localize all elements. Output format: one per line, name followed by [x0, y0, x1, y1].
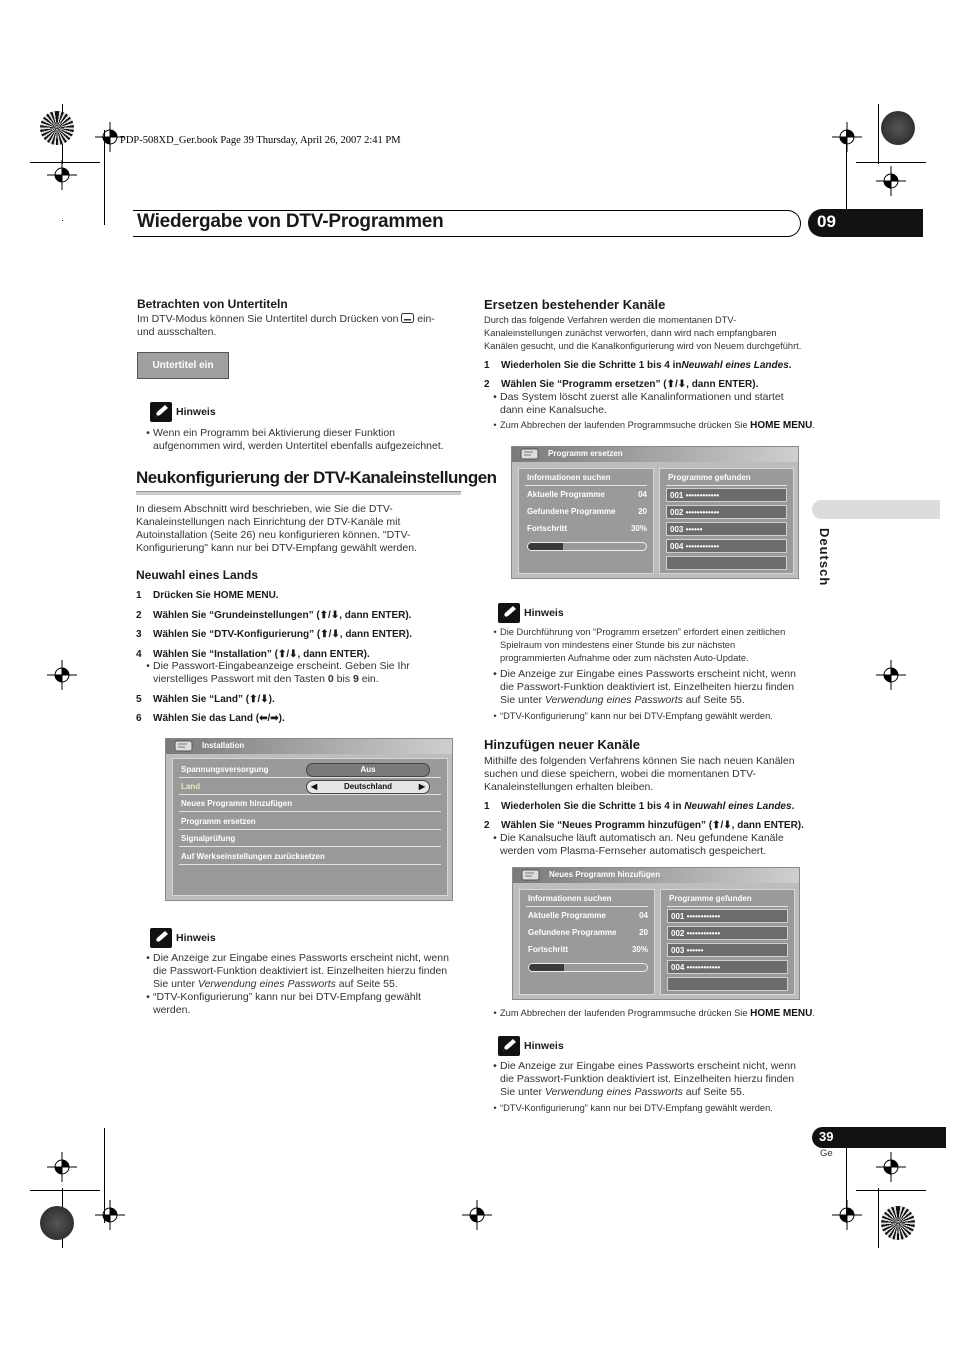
- programs-found-header: Programme gefunden: [667, 890, 788, 907]
- book-info-line: PDP-508XD_Ger.book Page 39 Thursday, April 26, 2007 2:41 PM: [120, 135, 401, 146]
- progress-bar: [528, 963, 648, 972]
- subtitle-on-display: Untertitel ein: [137, 352, 229, 379]
- section-rule: [136, 491, 461, 495]
- menu-item-signal-check[interactable]: Signalprüfung: [179, 830, 441, 847]
- subtitle-remote-icon: [401, 313, 414, 323]
- pencil-note-icon: [150, 928, 172, 948]
- progress-row: Fortschritt 30%: [527, 524, 647, 533]
- menu-item-add-program[interactable]: Neues Programm hinzufügen: [179, 795, 441, 812]
- found-program-item[interactable]: 001 ••••••••••••: [667, 909, 788, 923]
- add-cancel-note: • Zum Abbrechen der laufenden Programmsuche drücken Sie HOME MENU.: [493, 1008, 815, 1019]
- osd-header: [513, 868, 799, 883]
- note-3-bullets-2: • Die Anzeige zur Eingabe eines Passworts erscheint nicht, wenn die Passwort-Funktion deaktiviert ist. Einzelheiten hierzu finden Sie unter Verwendung eines Passworts auf Seite 55.: [493, 668, 796, 706]
- tv-icon: [521, 869, 543, 882]
- registration-mark-icon: [832, 1200, 862, 1230]
- registration-mark-icon: [876, 660, 906, 690]
- osd-replace-screen: [511, 446, 799, 579]
- replace-heading: Ersetzen bestehender Kanäle: [484, 297, 666, 312]
- color-target-icon: [40, 1206, 74, 1240]
- replace-intro: Durch das folgende Verfahren werden die momentanen DTV- Kanaleinstellungen zunächst verworfen, dann wird nach empfangbaren Kanälen gesucht, und die Kanalkonfigurierung wird von Neuem durchgeführt.: [484, 315, 802, 351]
- osd-title: Installation: [202, 741, 245, 750]
- pencil-note-icon: [498, 1036, 520, 1056]
- registration-mark-icon: [462, 1200, 492, 1230]
- found-program-item[interactable]: 003 ••••••: [667, 943, 788, 957]
- page-language-code: Ge: [820, 1148, 833, 1159]
- search-info-header: Informationen suchen: [526, 890, 648, 907]
- note-2: Hinweis: [150, 928, 216, 948]
- current-programs-row: Aktuelle Programme 04: [527, 490, 647, 499]
- replace-cancel-note: • Zum Abbrechen der laufenden Programmsuche drücken Sie HOME MENU.: [493, 420, 815, 431]
- pencil-note-icon: [498, 603, 520, 623]
- add-step-2-bullets: • Die Kanalsuche läuft automatisch an. Neu gefundene Kanäle werden vom Plasma-Fernseher automatisch gespeichert.: [493, 832, 784, 857]
- registration-mark-icon: [876, 166, 906, 196]
- subtitles-text: Im DTV-Modus können Sie Untertitel durch Drücken von ein- und ausschalten.: [137, 313, 435, 338]
- progress-bar: [527, 542, 647, 551]
- search-info-header: Informationen suchen: [525, 469, 647, 486]
- found-program-empty: [667, 977, 788, 991]
- note-4-bullet-2: • “DTV-Konfigurierung” kann nur bei DTV-Empfang gewählt werden.: [493, 1103, 773, 1113]
- step-4-bullet: • Die Passwort-Eingabeanzeige erscheint. Geben Sie Ihr vierstelliges Passwort mit den Tasten 0 bis 9 ein.: [146, 660, 410, 685]
- osd-header: [166, 739, 452, 754]
- add-step-2: 2 Wählen Sie “Neues Programm hinzufügen” (⬆/⬇, dann ENTER).: [484, 820, 804, 831]
- note-1: Hinweis: [150, 402, 216, 422]
- note-3-bullet-3: • “DTV-Konfigurierung” kann nur bei DTV-Empfang gewählt werden.: [493, 711, 773, 721]
- found-program-item[interactable]: 002 ••••••••••••: [667, 926, 788, 940]
- registration-mark-icon: [95, 1200, 125, 1230]
- osd-header: [512, 447, 798, 462]
- note-3-bullets: • Die Durchführung von “Programm ersetzen” erfordert einen zeitlichen Spielraum von mindestens einer Stunde bis zur nächsten programmierten Aufnahme oder zum nächsten Auto-Update.: [493, 627, 786, 663]
- osd-add-screen: [512, 867, 800, 1000]
- language-label: Deutsch: [817, 528, 832, 587]
- found-program-item[interactable]: 004 ••••••••••••: [667, 960, 788, 974]
- replace-step-1: 1 Wiederholen Sie die Schritte 1 bis 4 inNeuwahl eines Landes.: [484, 360, 792, 371]
- osd-title: Neues Programm hinzufügen: [549, 870, 661, 879]
- subtitles-heading: Betrachten von Untertiteln: [137, 297, 288, 311]
- current-programs-row: Aktuelle Programme 04: [528, 911, 648, 920]
- neuwahl-heading: Neuwahl eines Lands: [136, 568, 259, 582]
- found-program-item[interactable]: 001 ••••••••••••: [666, 488, 787, 502]
- add-heading: Hinzufügen neuer Kanäle: [484, 737, 641, 752]
- found-program-item[interactable]: 002 ••••••••••••: [666, 505, 787, 519]
- osd-installation-screen: [165, 738, 453, 901]
- color-target-icon: [881, 1206, 915, 1240]
- step-5: 5 Wählen Sie “Land” (⬆/⬇).: [136, 694, 275, 705]
- step-6: 6 Wählen Sie das Land (⬅/➡).: [136, 713, 285, 724]
- registration-mark-icon: [47, 660, 77, 690]
- found-programs-row: Gefundene Programme 20: [528, 928, 648, 937]
- right-arrow-icon: ▶: [418, 782, 425, 791]
- add-step-1: 1 Wiederholen Sie die Schritte 1 bis 4 in Neuwahl eines Landes.: [484, 801, 795, 812]
- chapter-number: 09: [808, 209, 923, 237]
- registration-mark-icon: [876, 1152, 906, 1182]
- reconfigure-intro: In diesem Abschnitt wird beschrieben, wie Sie die DTV- Kanaleinstellungen nach Einrichtung der DTV-Kanäle mit Autoinstallation (Seite 26) neu konfigurieren können. "DTV- Konfigurierung" kann nur bei DTV-Empfang gewählt werden.: [136, 503, 417, 554]
- note-3: Hinweis: [498, 603, 564, 623]
- replace-step-2-bullets: • Das System löscht zuerst alle Kanalinformationen und startet dann eine Kanalsuche.: [493, 391, 784, 416]
- registration-mark-icon: [47, 160, 77, 190]
- programs-found-panel: [659, 468, 794, 574]
- progress-row: Fortschritt 30%: [528, 945, 648, 954]
- menu-item-replace-program[interactable]: Programm ersetzen: [179, 813, 441, 830]
- search-info-panel: [518, 468, 654, 574]
- pencil-note-icon: [150, 402, 172, 422]
- tv-icon: [174, 740, 196, 753]
- registration-mark-icon: [832, 122, 862, 152]
- menu-item-factory-reset[interactable]: Auf Werkseinstellungen zurücksetzen: [179, 848, 441, 865]
- programs-found-panel: [660, 889, 795, 995]
- step-2: 2 Wählen Sie “Grundeinstellungen” (⬆/⬇, dann ENTER).: [136, 610, 412, 621]
- found-program-item[interactable]: 003 ••••••: [666, 522, 787, 536]
- osd-menu-panel: [172, 758, 448, 896]
- menu-item-power[interactable]: Spannungsversorgung: [179, 761, 441, 778]
- left-arrow-icon: ◀: [311, 782, 318, 791]
- note-4-bullets: • Die Anzeige zur Eingabe eines Passworts erscheint nicht, wenn die Passwort-Funktion deaktiviert ist. Einzelheiten hierzu finden Sie unter Verwendung eines Passworts auf Seite 55.: [493, 1060, 796, 1098]
- step-1: 1 Drücken Sie HOME MENU.: [136, 590, 279, 601]
- registration-mark-icon: [47, 1152, 77, 1182]
- step-4: 4 Wählen Sie “Installation” (⬆/⬇, dann ENTER).: [136, 649, 370, 660]
- note-2-bullets: • Die Anzeige zur Eingabe eines Passworts erscheint nicht, wenn die Passwort-Funktion deaktiviert ist. Einzelheiten hierzu finden Sie unter Verwendung eines Passworts auf Seite 55. • “DTV-Konfigurierung” kann nur bei DTV-Empfang gewählt werden.: [146, 952, 449, 1016]
- step-3: 3 Wählen Sie “DTV-Konfigurierung” (⬆/⬇, dann ENTER).: [136, 629, 412, 640]
- country-value-pill[interactable]: ◀ Deutschland ▶: [306, 780, 430, 794]
- power-value-pill[interactable]: Aus: [306, 763, 430, 777]
- menu-item-country[interactable]: Land: [179, 778, 441, 795]
- search-info-panel: [519, 889, 655, 995]
- programs-found-header: Programme gefunden: [666, 469, 787, 486]
- note-4: Hinweis: [498, 1036, 564, 1056]
- found-program-item[interactable]: 004 ••••••••••••: [666, 539, 787, 553]
- add-intro: Mithilfe des folgenden Verfahrens können Sie nach neuen Kanälen suchen und diese speichern, wobei die momentanen DTV- Kanaleinstellungen erhalten bleiben.: [484, 755, 795, 793]
- color-target-icon: [40, 111, 74, 145]
- osd-title: Programm ersetzen: [548, 449, 623, 458]
- chapter-title: Wiedergabe von DTV-Programmen: [137, 211, 444, 232]
- found-program-empty: [666, 556, 787, 570]
- color-target-icon: [881, 111, 915, 145]
- language-tab: [812, 500, 940, 519]
- tv-icon: [520, 448, 542, 461]
- note-1-bullet: • Wenn ein Programm bei Aktivierung dieser Funktion aufgenommen wird, werden Untertitel ebenfalls aufgezeichnet.: [146, 427, 444, 452]
- page-number: 39: [812, 1127, 946, 1148]
- section-title-reconfigure: Neukonfigurierung der DTV-Kanaleinstellungen: [136, 468, 497, 487]
- found-programs-row: Gefundene Programme 20: [527, 507, 647, 516]
- replace-step-2: 2 Wählen Sie “Programm ersetzen” (⬆/⬇, dann ENTER).: [484, 379, 759, 390]
